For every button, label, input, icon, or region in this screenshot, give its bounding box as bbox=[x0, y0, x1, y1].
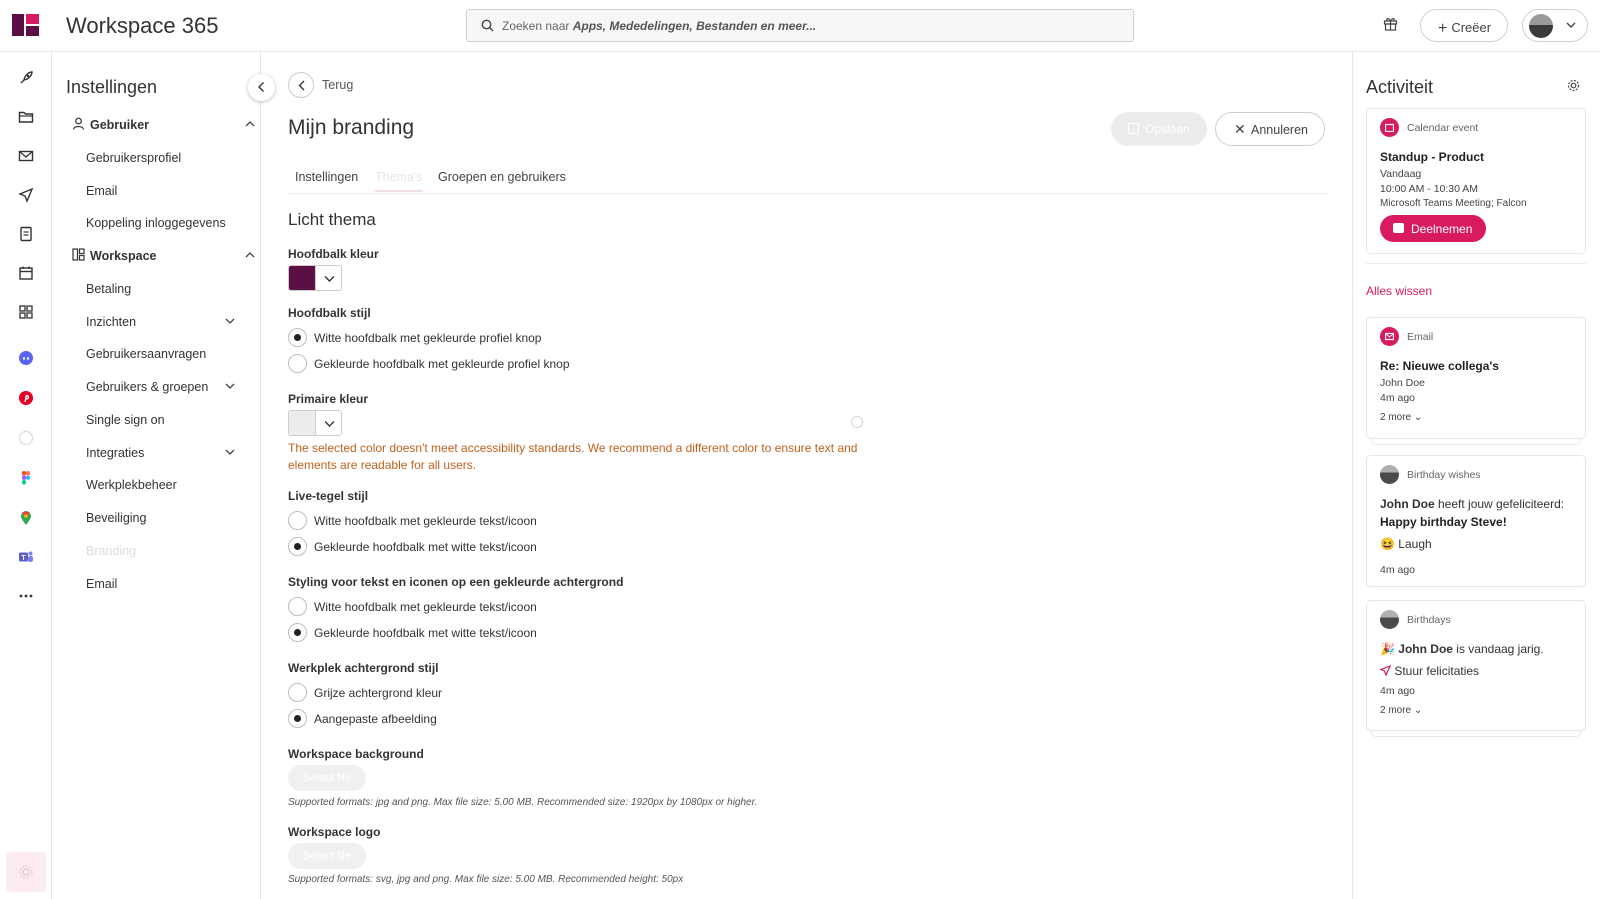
page-title: Mijn branding bbox=[288, 116, 415, 139]
event-location: Microsoft Teams Meeting; Falcon bbox=[1380, 198, 1527, 209]
event-title: Standup - Product bbox=[1380, 150, 1484, 164]
nav-item-koppeling-inloggegevens[interactable]: Koppeling inloggegevens bbox=[86, 216, 226, 230]
birthday-time: 4m ago bbox=[1380, 685, 1416, 697]
tile-style-label: Live-tegel stijl bbox=[288, 489, 369, 503]
event-time: 10:00 AM - 10:30 AM bbox=[1380, 183, 1479, 195]
select-logo-file-button[interactable]: Select file bbox=[288, 843, 366, 869]
event-day: Vandaag bbox=[1380, 168, 1422, 180]
nav-item-gebruikers-groepen[interactable]: Gebruikers & groepen bbox=[86, 380, 209, 394]
settings-sidebar: Instellingen Gebruiker Gebruikersprofiel Email Koppeling inloggegevens Workspace Betaling Inzichten Gebruikersaanvragen Gebruikers & groepen Single sign on Integraties Werkplekbeheer Beveiliging Branding Email bbox=[52, 52, 261, 899]
chevron-up-icon bbox=[244, 118, 256, 130]
birthday-text: 🎉 John Doe is vandaag jarig. bbox=[1380, 642, 1544, 656]
workspace-icon bbox=[72, 248, 85, 261]
pinterest-icon[interactable] bbox=[18, 390, 34, 406]
color-swatch bbox=[289, 411, 315, 436]
rocket-icon[interactable] bbox=[18, 70, 34, 86]
radio-button[interactable] bbox=[288, 354, 307, 373]
plus-icon: + bbox=[1438, 20, 1448, 37]
email-subject: Re: Nieuwe collega's bbox=[1380, 359, 1499, 373]
top-bar bbox=[0, 0, 1600, 52]
divider bbox=[1366, 263, 1586, 264]
radio-button[interactable] bbox=[288, 709, 307, 728]
logo-label: Workspace logo bbox=[288, 825, 381, 839]
gift-icon[interactable] bbox=[1383, 16, 1398, 31]
app-logo[interactable] bbox=[12, 14, 39, 36]
email-from: John Doe bbox=[1380, 377, 1425, 389]
chevron-left-icon bbox=[256, 81, 267, 93]
tab-groepen-en-gebruikers[interactable]: Groepen en gebruikers bbox=[438, 170, 566, 184]
color-dropdown[interactable] bbox=[315, 411, 342, 436]
settings-title: Instellingen bbox=[66, 77, 158, 97]
birthdays-card[interactable]: Birthdays 🎉 John Doe is vandaag jarig. Stuur felicitaties 4m ago 2 more ⌄ bbox=[1366, 600, 1586, 731]
discord-icon[interactable] bbox=[18, 350, 34, 366]
stacked-cards bbox=[1371, 731, 1581, 737]
primary-color-picker[interactable] bbox=[288, 410, 342, 436]
color-dropdown[interactable] bbox=[315, 266, 342, 291]
app-rail bbox=[0, 52, 52, 899]
user-icon bbox=[72, 117, 85, 130]
tab-bar bbox=[288, 170, 1328, 194]
nav-item-inzichten[interactable]: Inzichten bbox=[86, 315, 137, 329]
color-swatch bbox=[289, 266, 315, 291]
teams-icon bbox=[1393, 223, 1404, 233]
radio-button[interactable] bbox=[288, 328, 307, 347]
logo-hint: Supported formats: svg, jpg and png. Max file size: 5.00 MB. Recommended height: 50px bbox=[288, 874, 684, 885]
bg-hint: Supported formats: jpg and png. Max file size: 5.00 MB. Recommended size: 1920px by 1080px or higher. bbox=[288, 797, 758, 808]
main-content: Terug Mijn branding Opslaan ✕ Annuleren Instellingen Thema's Groepen en gebruikers Licht thema Hoofdbalk kleur Hoofdbalk stijl Witte hoofdbalk met gekleurde profiel knop Gekleurde hoofdbalk met gekleurde profiel knop Primaire kleur The selected color doesn't meet accessibility standards. We recommend a different color to ensure text and elements are readable for all users. Live-tegel stijl Witte hoofdbalk met gekleurde tekst/icoon Gekleurde hoofdbalk met witte tekst/icoon Styling voor tekst en iconen op een gekleurde achtergrond Witte hoofdbalk met gekleurde tekst/icoon Gekleurde hoofdbalk met witte tekst/icoon Werkplek achtergrond stijl Grijze achtergrond kleur Aangepaste afbeelding Workspace background Select file Supported formats: jpg and png. Max file size: 5.00 MB. Recommended size: 1920px by 1080px or higher. Workspace logo Select file Supported formats: svg, jpg and png. Max file size: 5.00 MB. Recommended height: 50px bbox=[261, 52, 1352, 899]
accessibility-warning: The selected color doesn't meet accessibility standards. We recommend a different color to ensure text and elements are readable for all users. bbox=[288, 441, 858, 472]
cancel-button[interactable]: ✕ Annuleren bbox=[1215, 112, 1325, 146]
profile-button[interactable] bbox=[1522, 9, 1588, 42]
calendar-event-card[interactable]: Calendar event Standup - Product Vandaag 10:00 AM - 10:30 AM Microsoft Teams Meeting; Falcon Deelnemen bbox=[1366, 108, 1586, 254]
chevron-down-icon[interactable] bbox=[224, 446, 236, 458]
show-more-link[interactable]: 2 more ⌄ bbox=[1380, 705, 1423, 716]
nav-item-gebruikersprofiel[interactable]: Gebruikersprofiel bbox=[86, 151, 182, 165]
chevron-left-icon bbox=[297, 80, 307, 91]
radio-button[interactable] bbox=[288, 511, 307, 530]
chevron-down-icon[interactable] bbox=[224, 380, 236, 392]
nav-item-email-workspace[interactable]: Email bbox=[86, 577, 118, 591]
email-time: 4m ago bbox=[1380, 392, 1416, 404]
save-button[interactable]: Opslaan bbox=[1111, 112, 1207, 146]
figma-icon[interactable] bbox=[18, 470, 34, 486]
stacked-cards bbox=[1371, 439, 1581, 445]
join-button[interactable]: Deelnemen bbox=[1380, 215, 1486, 242]
chevron-down-icon[interactable] bbox=[224, 315, 236, 327]
teams-icon[interactable] bbox=[18, 549, 34, 565]
wishes-text: John Doe heeft jouw gefeliciteerd: bbox=[1380, 497, 1565, 511]
more-icon[interactable] bbox=[18, 588, 34, 604]
avatar bbox=[1529, 14, 1553, 38]
header-style-label: Hoofdbalk stijl bbox=[288, 306, 371, 320]
gear-icon bbox=[18, 864, 34, 880]
nav-item-gebruikersaanvragen[interactable]: Gebruikersaanvragen bbox=[86, 347, 207, 361]
avatar bbox=[1380, 465, 1399, 484]
reaction: 😆 Laugh bbox=[1380, 537, 1432, 551]
search-input[interactable] bbox=[466, 9, 1134, 42]
chevron-down-icon bbox=[1565, 19, 1577, 31]
send-congratulations-link[interactable]: Stuur felicitaties bbox=[1380, 664, 1479, 678]
radio-button[interactable] bbox=[288, 537, 307, 556]
collapse-sidebar-button[interactable] bbox=[248, 74, 275, 101]
avatar bbox=[1380, 610, 1399, 629]
nav-item-branding[interactable]: Branding bbox=[86, 544, 137, 558]
nav-item-integraties[interactable]: Integraties bbox=[86, 446, 145, 460]
wishes-time: 4m ago bbox=[1380, 564, 1416, 576]
back-label[interactable]: Terug bbox=[322, 78, 354, 92]
header-color-picker[interactable] bbox=[288, 265, 342, 291]
mail-icon bbox=[1380, 327, 1399, 346]
nav-item-werkplekbeheer[interactable]: Werkplekbeheer bbox=[86, 478, 177, 492]
contacts-icon[interactable] bbox=[18, 226, 34, 242]
radio-button[interactable] bbox=[288, 683, 307, 702]
info-icon[interactable] bbox=[851, 416, 863, 428]
activity-title: Activiteit bbox=[1366, 77, 1434, 97]
search-icon bbox=[481, 19, 494, 32]
party-emoji-icon: 🎉 bbox=[1380, 642, 1395, 656]
text-style-label: Styling voor tekst en iconen op een gekleurde achtergrond bbox=[288, 575, 624, 589]
radio-button[interactable] bbox=[288, 623, 307, 642]
chevron-down-icon bbox=[324, 275, 335, 283]
birthday-wishes-card[interactable]: Birthday wishes John Doe heeft jouw gefeliciteerd: Happy birthday Steve! 😆 Laugh 4m ago bbox=[1366, 455, 1586, 587]
gear-icon[interactable] bbox=[1567, 79, 1580, 92]
back-button[interactable] bbox=[288, 72, 314, 98]
calendar-icon bbox=[1380, 118, 1399, 137]
select-background-file-button[interactable]: Select file bbox=[288, 765, 366, 791]
create-button[interactable]: + Creëer bbox=[1420, 9, 1508, 42]
settings-shortcut[interactable] bbox=[6, 852, 46, 892]
chevron-down-icon bbox=[324, 420, 335, 428]
email-card[interactable]: Email Re: Nieuwe collega's John Doe 4m ago 2 more ⌄ bbox=[1366, 317, 1586, 439]
save-icon bbox=[1128, 123, 1139, 134]
nav-item-email[interactable]: Email bbox=[86, 184, 118, 198]
laugh-emoji-icon: 😆 bbox=[1380, 537, 1395, 551]
folder-icon[interactable] bbox=[18, 109, 34, 125]
header-color-label: Hoofdbalk kleur bbox=[288, 247, 379, 261]
svg-text:T: T bbox=[21, 554, 26, 562]
maps-icon[interactable] bbox=[18, 510, 34, 526]
send-icon bbox=[1380, 665, 1391, 676]
radio-button[interactable] bbox=[288, 597, 307, 616]
show-more-link[interactable]: 2 more ⌄ bbox=[1380, 412, 1423, 423]
nav-item-single-sign-on[interactable]: Single sign on bbox=[86, 413, 165, 427]
tab-themas[interactable]: Thema's bbox=[375, 170, 423, 192]
wishes-message: Happy birthday Steve! bbox=[1380, 515, 1507, 529]
nav-item-betaling[interactable]: Betaling bbox=[86, 282, 132, 296]
github-icon[interactable] bbox=[18, 430, 34, 446]
send-icon[interactable] bbox=[18, 187, 34, 203]
tab-instellingen[interactable]: Instellingen bbox=[295, 170, 359, 184]
bg-label: Workspace background bbox=[288, 747, 424, 761]
bg-style-label: Werkplek achtergrond stijl bbox=[288, 661, 439, 675]
app-title: Workspace 365 bbox=[66, 13, 219, 38]
mail-icon[interactable] bbox=[18, 148, 34, 164]
calendar-icon[interactable] bbox=[18, 265, 34, 281]
section-title: Licht thema bbox=[288, 210, 376, 229]
search-placeholder: Zoeken naar Apps, Mededelingen, Bestanden en meer... bbox=[502, 19, 817, 33]
nav-item-beveiliging[interactable]: Beveiliging bbox=[86, 511, 147, 525]
activity-panel bbox=[1352, 52, 1600, 899]
chevron-up-icon bbox=[244, 249, 256, 261]
close-icon: ✕ bbox=[1234, 121, 1246, 137]
apps-grid-icon[interactable] bbox=[18, 304, 34, 320]
clear-all-link[interactable]: Alles wissen bbox=[1366, 284, 1433, 298]
primary-color-label: Primaire kleur bbox=[288, 392, 369, 406]
